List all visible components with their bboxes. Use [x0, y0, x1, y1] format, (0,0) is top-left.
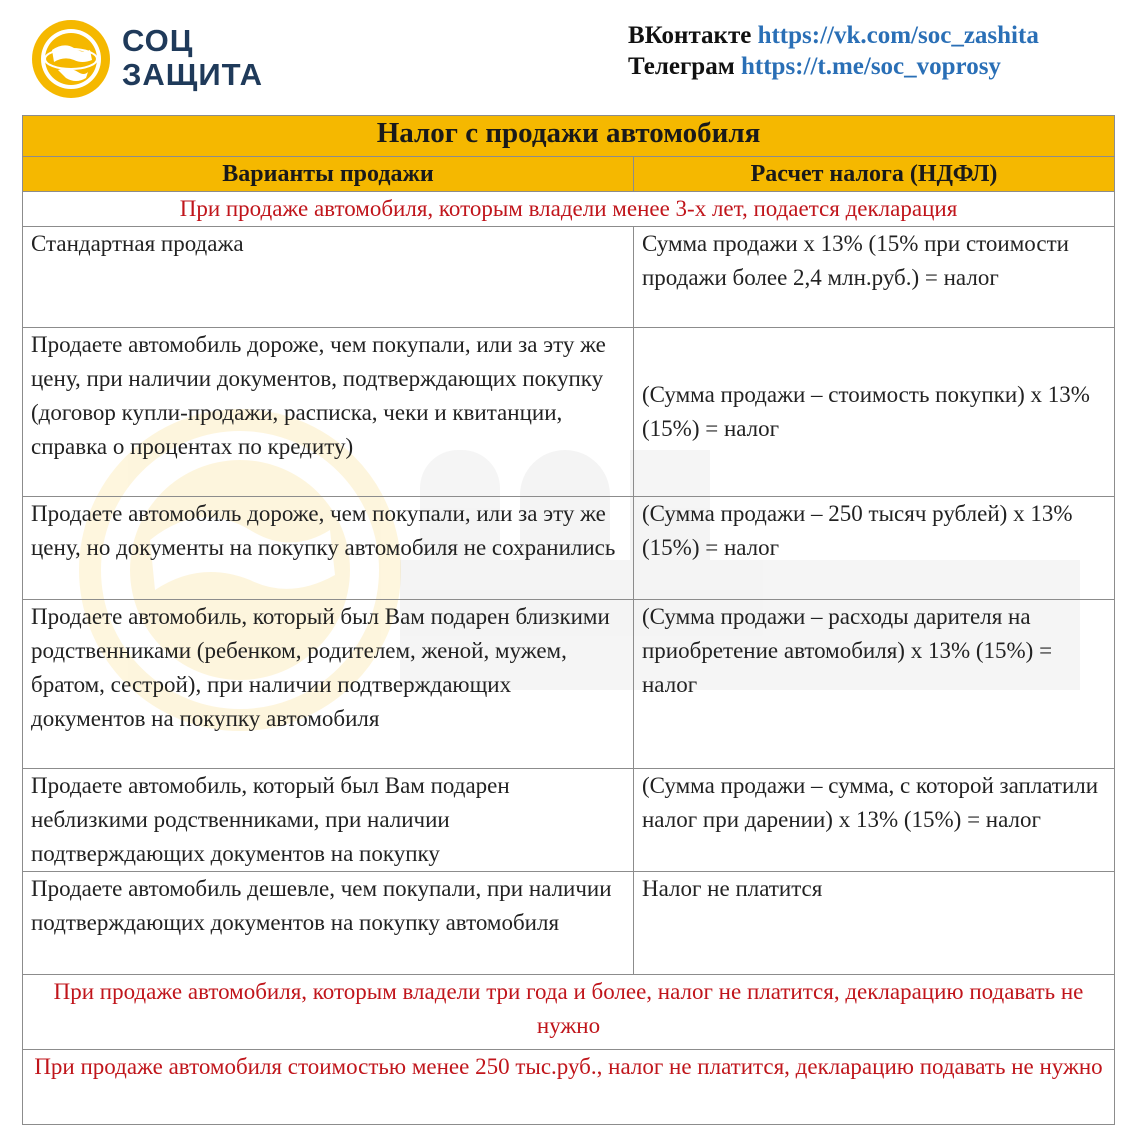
vk-contact	[628, 20, 1128, 51]
brand-line-2: ЗАЩИТА	[122, 57, 264, 92]
table-row	[23, 328, 1115, 497]
calc-cell	[634, 497, 1115, 600]
telegram-link[interactable]: https://t.me/soc_voprosy	[740, 53, 1001, 80]
telegram-contact	[628, 51, 1128, 82]
table-row	[23, 227, 1115, 328]
column-header-calculation: Расчет налога (НДФЛ)	[634, 157, 1115, 192]
variant-text: Продаете автомобиль дороже, чем покупали, или за эту же цену, но документы на покупку автомобиля не сохранились	[31, 501, 616, 560]
globe-icon	[30, 18, 112, 100]
table-header-row	[23, 157, 1115, 192]
table-title-row	[23, 116, 1115, 157]
variant-text: Продаете автомобиль, который был Вам подарен неблизкими родственниками, при наличии подтверждающих документов на покупку	[31, 773, 510, 866]
contacts-block	[628, 20, 1128, 82]
three-years-note-row	[23, 975, 1115, 1050]
variant-cell	[23, 497, 634, 600]
variant-text: Продаете автомобиль дороже, чем покупали, или за эту же цену, при наличии документов, подтверждающих покупку (договор купли-продажи, расписка, чеки и квитанции, справка о процентах по кредиту)	[31, 332, 606, 459]
calc-text: (Сумма продажи – 250 тысяч рублей) х 13% (15%) = налог	[642, 501, 1073, 560]
three-years-note: При продаже автомобиля, которым владели три года и более, налог не платится, декларацию подавать не нужно	[23, 975, 1115, 1050]
brand-name	[122, 24, 263, 92]
calc-cell	[634, 328, 1115, 497]
brand-line-1: СОЦ	[122, 23, 194, 58]
table-row	[23, 600, 1115, 769]
calc-text: Налог не платится	[642, 876, 823, 901]
calc-text: Сумма продажи х 13% (15% при стоимости продажи более 2,4 млн.руб.) = налог	[642, 231, 1069, 290]
brand-logo	[30, 18, 280, 100]
table-title: Налог с продажи автомобиля	[23, 116, 1115, 157]
page-header	[0, 0, 1134, 110]
vk-link[interactable]: https://vk.com/soc_zashita	[757, 22, 1039, 49]
telegram-label: Телеграм	[628, 53, 735, 80]
calc-text: (Сумма продажи – расходы дарителя на приобретение автомобиля) х 13% (15%) = налог	[642, 604, 1053, 697]
variant-text: Продаете автомобиль, который был Вам подарен близкими родственниками (ребенком, родителем, женой, мужем, братом, сестрой), при наличии подтверждающих документов на покупку автомобиля	[31, 604, 610, 731]
low-price-note-row	[23, 1050, 1115, 1125]
variant-cell	[23, 769, 634, 872]
low-price-note: При продаже автомобиля стоимостью менее 250 тыс.руб., налог не платится, декларацию подавать не нужно	[23, 1050, 1115, 1125]
variant-text: Продаете автомобиль дешевле, чем покупали, при наличии подтверждающих документов на покупку автомобиля	[31, 876, 612, 935]
calc-text: (Сумма продажи – сумма, с которой заплатили налог при дарении) х 13% (15%) = налог	[642, 773, 1099, 832]
calc-cell	[634, 227, 1115, 328]
variant-cell	[23, 328, 634, 497]
table-row	[23, 769, 1115, 872]
calc-text: (Сумма продажи – стоимость покупки) х 13% (15%) = налог	[642, 382, 1090, 441]
column-header-variants: Варианты продажи	[23, 157, 634, 192]
table-row	[23, 497, 1115, 600]
declaration-note-row	[23, 192, 1115, 227]
variant-text: Стандартная продажа	[31, 231, 244, 256]
variant-cell	[23, 872, 634, 975]
vk-label: ВКонтакте	[628, 22, 752, 49]
calc-cell	[634, 600, 1115, 769]
declaration-note: При продаже автомобиля, которым владели менее 3-х лет, подается декларация	[23, 192, 1115, 227]
tax-table	[22, 115, 1115, 1125]
variant-cell	[23, 227, 634, 328]
calc-cell	[634, 872, 1115, 975]
calc-cell	[634, 769, 1115, 872]
table-row	[23, 872, 1115, 975]
variant-cell	[23, 600, 634, 769]
